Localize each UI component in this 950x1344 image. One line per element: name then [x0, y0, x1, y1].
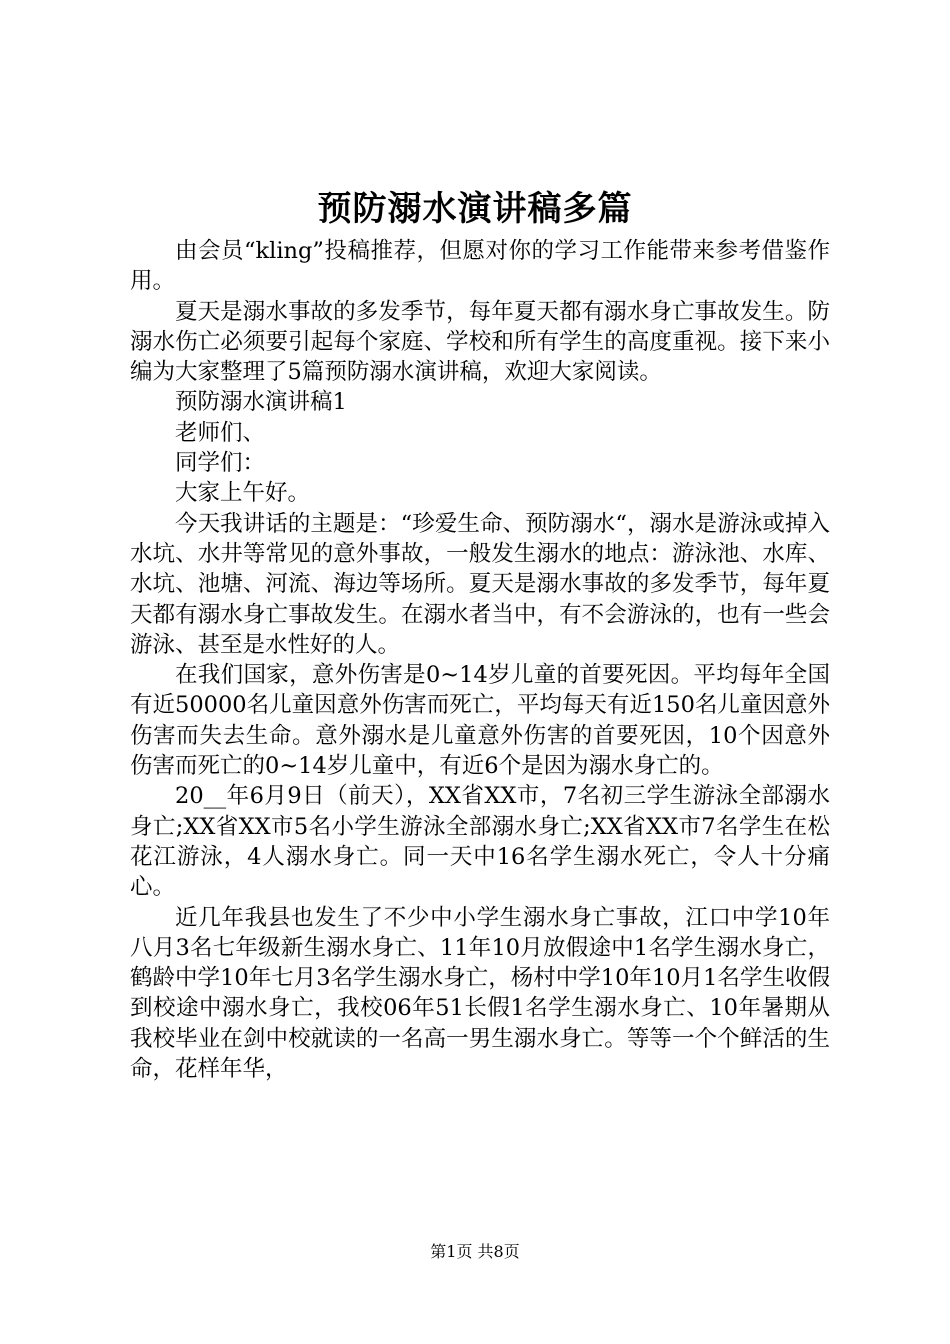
page-footer: 第1页 共8页 — [430, 1242, 520, 1261]
paragraph-theme: 今天我讲话的主题是：“珍爱生命、预防溺水“，溺水是游泳或掉入水坑、水井等常见的意外事故，一般发生溺水的地点：游泳池、水库、水坑、池塘、河流、海边等场所。夏天是溺水事故的多发季节，每年夏天都有溺水身亡事故发生。在溺水者当中，有不会游泳的，也有一些会游泳、甚至是水性好的人。 — [130, 510, 830, 658]
greeting: 大家上午好。 — [175, 480, 311, 507]
document-title: 预防溺水演讲稿多篇 — [317, 189, 633, 229]
paragraph-intro: 由会员“kling”投稿推荐，但愿对你的学习工作能带来参考借鉴作用。 — [130, 238, 830, 295]
paragraph-local-incidents: 近几年我县也发生了不少中小学生溺水身亡事故，江口中学10年八月3名七年级新生溺水身亡、11年10月放假途中1名学生溺水身亡，鹤龄中学10年七月3名学生溺水身亡，杨村中学10年10月1名学生收假到校途中溺水身亡，我校06年51长假1名学生溺水身亡、10年暑期从我校毕业在剑中校就读的一名高一男生溺水身亡。等等一个个鲜活的生命，花样年华， — [130, 904, 830, 1083]
paragraph-statistics: 在我们国家，意外伤害是0~14岁儿童的首要死因。平均每年全国有近50000名儿童因意外伤害而死亡，平均每天有近150名儿童因意外伤害而失去生命。意外溺水是儿童意外伤害的首要死因，10个因意外伤害而死亡的0~14岁儿童中，有近6个是因为溺水身亡的。 — [130, 662, 830, 780]
section-heading: 预防溺水演讲稿1 — [175, 389, 347, 416]
document-body — [130, 236, 830, 1084]
salutation-teachers: 老师们、 — [175, 419, 266, 446]
paragraph-summary: 夏天是溺水事故的多发季节，每年夏天都有溺水身亡事故发生。防溺水伤亡必须要引起每个家庭、学校和所有学生的高度重视。接下来小编为大家整理了5篇预防溺水演讲稿，欢迎大家阅读。 — [130, 298, 830, 386]
salutation-students: 同学们： — [175, 450, 266, 477]
paragraph-incidents: 20__年6月9日（前天），XX省XX市，7名初三学生游泳全部溺水身亡;XX省XX市5名小学生游泳全部溺水身亡;XX省XX市7名学生在松花江游泳，4人溺水身亡。同一天中16名学生溺水死亡，令人十分痛心。 — [130, 783, 830, 901]
